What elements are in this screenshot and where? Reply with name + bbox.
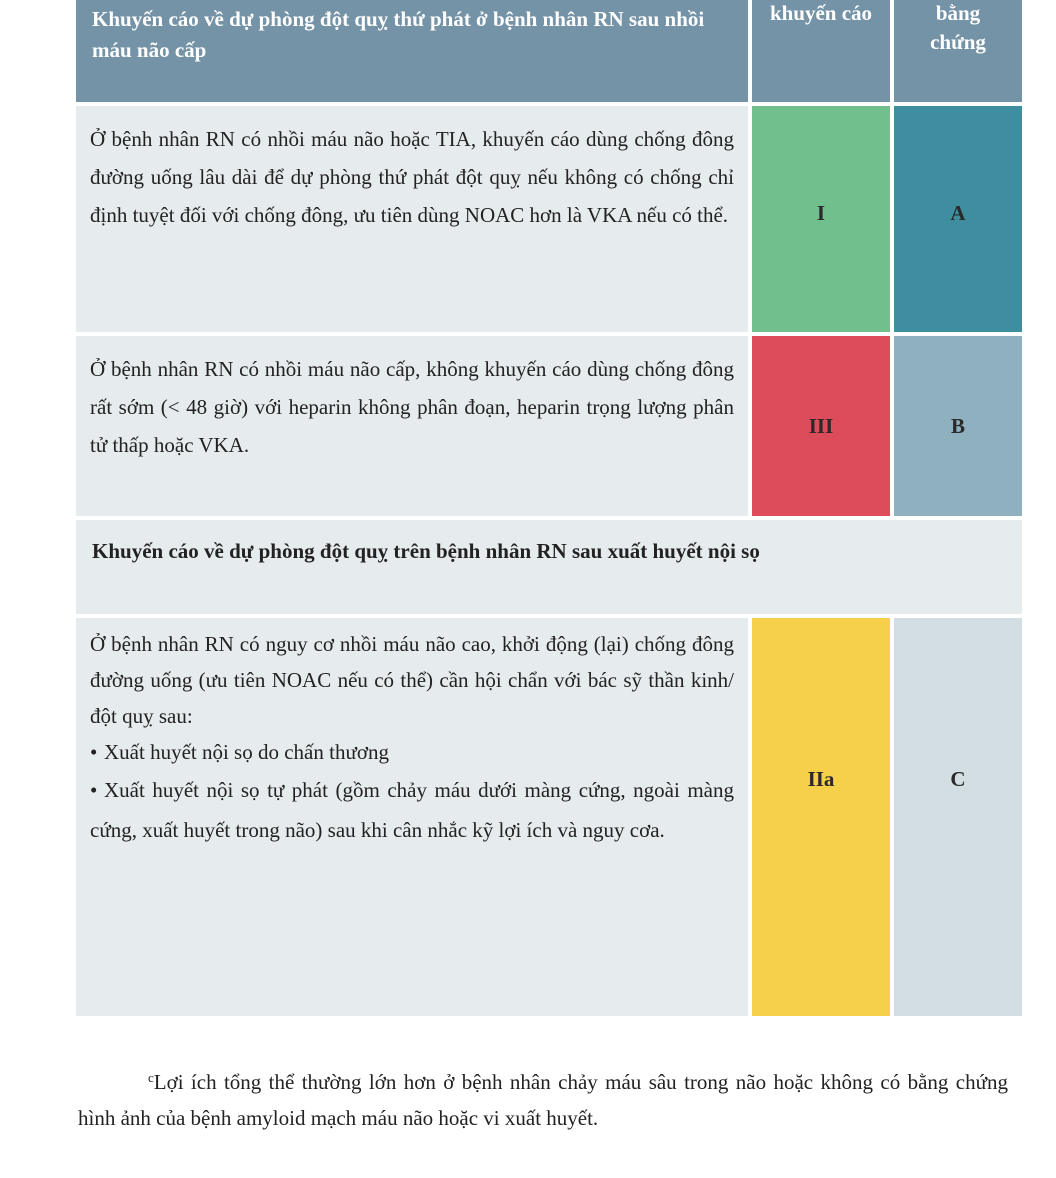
header-level-line3: chứng: [930, 30, 986, 54]
header-recommendation: Khuyến cáo về dự phòng đột quỵ thứ phát ở bệnh nhân RN sau nhồi máu não cấp: [76, 0, 748, 102]
recommendation-text: Ở bệnh nhân RN có nhồi máu não cấp, không khuyến cáo dùng chống đông rất sớm (< 48 giờ) với heparin không phân đoạn, heparin trọng lượng phân tử thấp hoặc VKA.: [76, 336, 748, 516]
section-heading: Khuyến cáo về dự phòng đột quỵ trên bệnh nhân RN sau xuất huyết nội sọ: [76, 520, 1022, 614]
recommendation-table: [76, 0, 1022, 1020]
header-class-line2: khuyến cáo: [769, 1, 873, 25]
footnote-marker: c: [148, 1070, 154, 1085]
recommendation-text: Ở bệnh nhân RN có nhồi máu não hoặc TIA, khuyến cáo dùng chống đông đường uống lâu dài để dự phòng thứ phát đột quỵ nếu không có chống chỉ định tuyệt đối với chống đông, ưu tiên dùng NOAC hơn là VKA nếu có thể.: [76, 106, 748, 332]
table-row: [76, 106, 1022, 332]
class-badge: IIa: [752, 618, 890, 1016]
table-header: [76, 0, 1022, 102]
section-heading-row: [76, 520, 1022, 614]
level-badge: C: [894, 618, 1022, 1016]
bullet-item: [90, 770, 734, 850]
bullet-text: Xuất huyết nội sọ tự phát (gồm chảy máu dưới màng cứng, ngoài màng cứng, xuất huyết trong não) sau khi cân nhắc kỹ lợi ích và nguy cơa.: [90, 778, 734, 842]
header-level-of-evidence: [894, 0, 1022, 102]
class-badge: I: [752, 106, 890, 332]
recommendation-intro: Ở bệnh nhân RN có nguy cơ nhồi máu não cao, khởi động (lại) chống đông đường uống (ưu tiên NOAC nếu có thể) cần hội chẩn với bác sỹ thần kinh/đột quỵ sau:: [90, 632, 734, 728]
bullet-icon: •: [90, 778, 98, 802]
bullet-icon: •: [90, 740, 98, 764]
bullet-text: Xuất huyết nội sọ do chấn thương: [104, 740, 389, 764]
footnote-text: Lợi ích tổng thể thường lớn hơn ở bệnh nhân chảy máu sâu trong não hoặc không có bằng chứng hình ảnh của bệnh amyloid mạch máu não hoặc vi xuất huyết.: [78, 1070, 1008, 1130]
table-row: [76, 336, 1022, 516]
level-badge: A: [894, 106, 1022, 332]
recommendation-text: [76, 618, 748, 1016]
level-badge: B: [894, 336, 1022, 516]
bullet-item: [90, 734, 734, 770]
class-badge: III: [752, 336, 890, 516]
header-class-of-recommendation: [752, 0, 890, 102]
header-level-line2: bằng: [935, 1, 981, 25]
footnote: [78, 1060, 1008, 1136]
table-row: [76, 618, 1022, 1016]
